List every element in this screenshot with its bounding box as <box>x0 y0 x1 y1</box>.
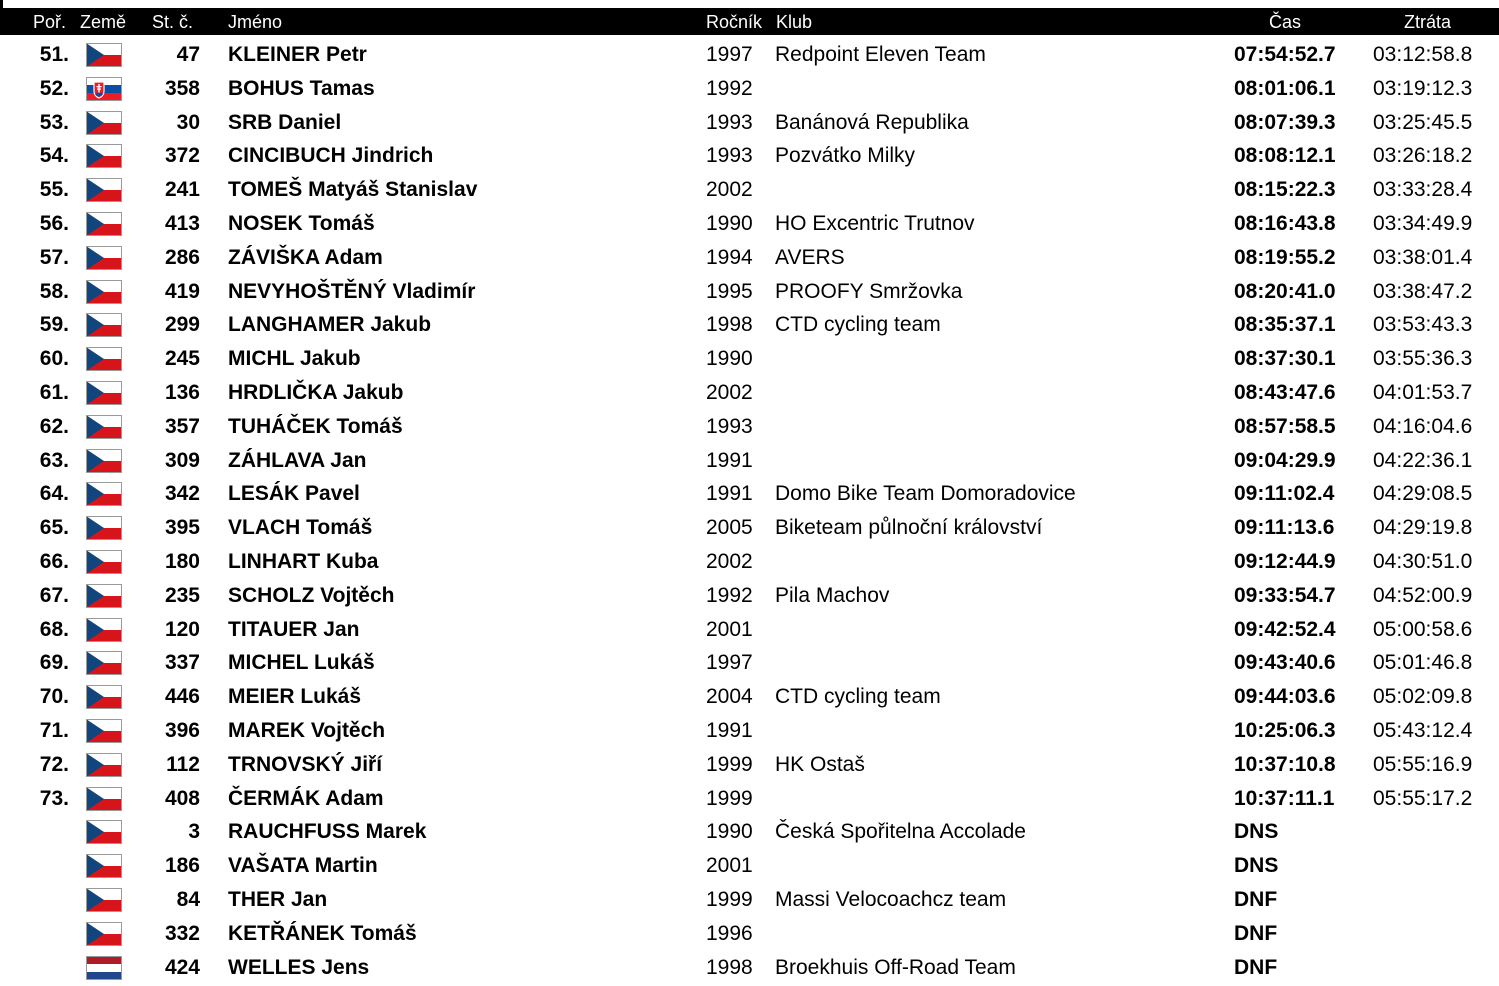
cz-flag-icon <box>86 144 122 168</box>
bib-cell: 413 <box>164 212 200 235</box>
rank-cell: 68. <box>39 617 69 641</box>
time-cell: DNS <box>1234 820 1279 844</box>
year-cell: 1997 <box>706 651 753 675</box>
table-row <box>0 680 1499 714</box>
bib-cell: 337 <box>164 651 200 675</box>
time-cell: 08:37:30.1 <box>1234 347 1336 371</box>
time-cell: 08:57:58.5 <box>1234 414 1336 438</box>
bib-cell: 358 <box>164 76 200 100</box>
rank-cell: 56. <box>39 212 69 235</box>
bib-cell: 408 <box>164 786 200 810</box>
rank-cell: 57. <box>39 245 69 269</box>
cz-flag-icon <box>86 347 122 371</box>
bib-cell: 136 <box>164 381 200 404</box>
time-cell: 08:07:39.3 <box>1234 110 1336 134</box>
club-cell: Pila Machov <box>775 583 890 607</box>
gap-cell: 04:16:04.6 <box>1373 414 1473 438</box>
header-name: Jméno <box>228 12 283 32</box>
rank-cell: 67. <box>39 583 69 607</box>
time-cell: DNS <box>1234 854 1279 878</box>
rank-cell: 69. <box>39 651 69 675</box>
name-cell: ZÁVIŠKA Adam <box>228 245 383 269</box>
gap-cell: 03:12:58.8 <box>1373 43 1473 66</box>
year-cell: 1998 <box>706 955 753 979</box>
year-cell: 1991 <box>706 448 753 472</box>
year-cell: 1990 <box>706 212 753 235</box>
bib-cell: 84 <box>176 888 200 911</box>
cz-flag-icon <box>86 550 122 574</box>
header-club: Klub <box>776 12 813 32</box>
year-cell: 1993 <box>706 110 753 134</box>
table-row <box>0 342 1499 376</box>
year-cell: 1992 <box>706 76 753 100</box>
bib-cell: 357 <box>164 414 200 438</box>
name-cell: RAUCHFUSS Marek <box>228 820 427 844</box>
cz-flag-icon <box>86 449 122 473</box>
year-cell: 1990 <box>706 820 753 844</box>
name-cell: VAŠATA Martin <box>228 854 378 878</box>
name-cell: NOSEK Tomáš <box>228 212 375 235</box>
gap-cell: 04:30:51.0 <box>1373 550 1473 573</box>
time-cell: 08:19:55.2 <box>1234 245 1336 269</box>
year-cell: 1999 <box>706 752 753 776</box>
bib-cell: 372 <box>164 144 200 168</box>
cz-flag-icon <box>86 854 122 878</box>
cz-flag-icon <box>86 415 122 439</box>
club-cell: Biketeam půlnoční království <box>775 516 1043 540</box>
bib-cell: 299 <box>164 313 200 337</box>
year-cell: 2004 <box>706 685 753 709</box>
bib-cell: 245 <box>164 347 200 371</box>
cz-flag-icon <box>86 787 122 811</box>
time-cell: 10:37:10.8 <box>1234 752 1336 776</box>
table-row <box>0 613 1499 647</box>
table-row <box>0 545 1499 579</box>
table-row <box>0 444 1499 478</box>
club-cell: HK Ostaš <box>775 752 865 776</box>
name-cell: KLEINER Petr <box>228 43 367 66</box>
year-cell: 1998 <box>706 313 753 337</box>
gap-cell: 05:02:09.8 <box>1373 685 1473 709</box>
time-cell: DNF <box>1234 921 1278 945</box>
gap-cell: 03:19:12.3 <box>1373 76 1473 100</box>
name-cell: TUHÁČEK Tomáš <box>228 414 403 438</box>
rank-cell: 65. <box>39 516 69 540</box>
name-cell: LESÁK Pavel <box>228 482 360 506</box>
gap-cell: 03:26:18.2 <box>1373 144 1473 168</box>
table-row <box>0 275 1499 309</box>
bib-cell: 286 <box>164 245 200 269</box>
year-cell: 1991 <box>706 719 753 742</box>
club-cell: PROOFY Smržovka <box>775 279 963 303</box>
rank-cell: 55. <box>39 178 69 202</box>
gap-cell: 03:53:43.3 <box>1373 313 1473 337</box>
cz-flag-icon <box>86 753 122 777</box>
table-header <box>0 8 1499 35</box>
year-cell: 2001 <box>706 617 753 641</box>
table-row <box>0 646 1499 680</box>
name-cell: LANGHAMER Jakub <box>228 313 432 337</box>
name-cell: BOHUS Tamas <box>228 76 375 100</box>
time-cell: 10:25:06.3 <box>1234 719 1336 742</box>
time-cell: DNF <box>1234 888 1278 911</box>
gap-cell: 04:29:08.5 <box>1373 482 1473 506</box>
club-cell: Massi Velocoachcz team <box>775 888 1007 911</box>
rank-cell: 64. <box>39 482 69 506</box>
table-row <box>0 72 1499 106</box>
year-cell: 1999 <box>706 786 753 810</box>
gap-cell: 03:38:47.2 <box>1373 279 1473 303</box>
club-cell: Broekhuis Off-Road Team <box>775 955 1016 979</box>
year-cell: 1999 <box>706 888 753 911</box>
name-cell: TRNOVSKÝ Jiří <box>228 752 383 776</box>
gap-cell: 03:25:45.5 <box>1373 110 1473 134</box>
header-year: Ročník <box>706 12 763 32</box>
cz-flag-icon <box>86 584 122 608</box>
year-cell: 1993 <box>706 144 753 168</box>
table-row <box>0 477 1499 511</box>
rank-cell: 73. <box>39 786 69 810</box>
time-cell: 09:11:02.4 <box>1234 482 1335 506</box>
name-cell: VLACH Tomáš <box>228 516 373 540</box>
name-cell: ZÁHLAVA Jan <box>228 448 367 472</box>
cz-flag-icon <box>86 651 122 675</box>
year-cell: 1991 <box>706 482 753 506</box>
header-time: Čas <box>1269 12 1302 32</box>
rank-cell: 72. <box>39 752 69 776</box>
table-row <box>0 917 1499 951</box>
bib-cell: 120 <box>164 617 200 641</box>
club-cell: Redpoint Eleven Team <box>775 43 986 66</box>
bib-cell: 419 <box>164 279 200 303</box>
rank-cell: 51. <box>39 43 69 66</box>
cut-off-title <box>10 0 72 6</box>
rank-cell: 71. <box>39 719 69 742</box>
nl-flag-icon <box>86 956 122 980</box>
name-cell: MAREK Vojtěch <box>228 719 386 742</box>
name-cell: SRB Daniel <box>228 110 342 134</box>
gap-cell: 05:55:16.9 <box>1373 752 1473 776</box>
club-cell: CTD cycling team <box>775 313 941 337</box>
bib-cell: 180 <box>164 550 200 573</box>
year-cell: 2002 <box>706 381 753 404</box>
cz-flag-icon <box>86 618 122 642</box>
table-row <box>0 815 1499 849</box>
year-cell: 2002 <box>706 178 753 202</box>
rank-cell: 54. <box>39 144 69 168</box>
name-cell: WELLES Jens <box>228 955 370 979</box>
bib-cell: 446 <box>164 685 200 709</box>
year-cell: 1995 <box>706 279 753 303</box>
rank-cell: 66. <box>39 550 69 573</box>
time-cell: 09:04:29.9 <box>1234 448 1336 472</box>
header-gap: Ztráta <box>1404 12 1452 32</box>
name-cell: ČERMÁK Adam <box>228 786 384 810</box>
cz-flag-icon <box>86 820 122 844</box>
time-cell: 08:20:41.0 <box>1234 279 1336 303</box>
time-cell: 07:54:52.7 <box>1234 43 1336 66</box>
cz-flag-icon <box>86 516 122 540</box>
name-cell: TOMEŠ Matyáš Stanislav <box>228 178 478 202</box>
year-cell: 1993 <box>706 414 753 438</box>
club-cell: CTD cycling team <box>775 685 941 709</box>
gap-cell: 04:52:00.9 <box>1373 583 1473 607</box>
name-cell: NEVYHOŠTĚNÝ Vladimír <box>228 279 476 303</box>
time-cell: 09:33:54.7 <box>1234 583 1336 607</box>
rank-cell: 61. <box>39 381 69 404</box>
table-row <box>0 376 1499 410</box>
cz-flag-icon <box>86 313 122 337</box>
table-row <box>0 241 1499 275</box>
gap-cell: 04:22:36.1 <box>1373 448 1473 472</box>
table-row <box>0 782 1499 816</box>
table-row <box>0 207 1499 241</box>
cz-flag-icon <box>86 111 122 135</box>
table-row <box>0 106 1499 140</box>
year-cell: 2001 <box>706 854 753 878</box>
time-cell: 08:35:37.1 <box>1234 313 1336 337</box>
cz-flag-icon <box>86 43 122 67</box>
gap-cell: 05:00:58.6 <box>1373 617 1473 641</box>
gap-cell: 05:55:17.2 <box>1373 786 1473 810</box>
name-cell: TITAUER Jan <box>228 617 360 641</box>
rank-cell: 59. <box>39 313 69 337</box>
name-cell: MICHEL Lukáš <box>228 651 375 675</box>
table-row <box>0 951 1499 985</box>
time-cell: 08:01:06.1 <box>1234 76 1336 100</box>
name-cell: HRDLIČKA Jakub <box>228 381 404 404</box>
gap-cell: 03:34:49.9 <box>1373 212 1473 235</box>
bib-cell: 235 <box>164 583 200 607</box>
table-row <box>0 139 1499 173</box>
time-cell: 10:37:11.1 <box>1234 786 1335 810</box>
cz-flag-icon <box>86 922 122 946</box>
rank-cell: 63. <box>39 448 69 472</box>
bib-cell: 112 <box>166 752 200 776</box>
year-cell: 1994 <box>706 245 753 269</box>
cz-flag-icon <box>86 719 122 743</box>
cz-flag-icon <box>86 178 122 202</box>
bib-cell: 47 <box>176 43 200 66</box>
bib-cell: 396 <box>164 719 200 742</box>
bib-cell: 395 <box>164 516 200 540</box>
time-cell: DNF <box>1234 955 1278 979</box>
gap-cell: 03:38:01.4 <box>1373 245 1473 269</box>
table-row <box>0 173 1499 207</box>
time-cell: 08:08:12.1 <box>1234 144 1336 168</box>
rank-cell: 70. <box>39 685 69 709</box>
time-cell: 08:15:22.3 <box>1234 178 1336 202</box>
time-cell: 09:43:40.6 <box>1234 651 1336 675</box>
time-cell: 09:11:13.6 <box>1234 516 1335 540</box>
name-cell: SCHOLZ Vojtěch <box>228 583 395 607</box>
rank-cell: 60. <box>39 347 69 371</box>
bib-cell: 186 <box>164 854 200 878</box>
bib-cell: 332 <box>164 921 200 945</box>
cz-flag-icon <box>86 888 122 912</box>
table-row <box>0 308 1499 342</box>
name-cell: MEIER Lukáš <box>228 685 362 709</box>
year-cell: 2005 <box>706 516 753 540</box>
club-cell: Banánová Republika <box>775 110 969 134</box>
cz-flag-icon <box>86 212 122 236</box>
cz-flag-icon <box>86 685 122 709</box>
club-cell: HO Excentric Trutnov <box>775 212 975 235</box>
cz-flag-icon <box>86 381 122 405</box>
gap-cell: 05:01:46.8 <box>1373 651 1473 675</box>
bib-cell: 424 <box>164 955 200 979</box>
gap-cell: 04:29:19.8 <box>1373 516 1473 540</box>
sk-flag-icon <box>86 77 122 101</box>
club-cell: Česká Spořitelna Accolade <box>775 820 1026 844</box>
table-row <box>0 714 1499 748</box>
time-cell: 09:42:52.4 <box>1234 617 1336 641</box>
table-row <box>0 511 1499 545</box>
time-cell: 09:44:03.6 <box>1234 685 1336 709</box>
gap-cell: 05:43:12.4 <box>1373 719 1473 742</box>
table-row <box>0 410 1499 444</box>
year-cell: 2002 <box>706 550 753 573</box>
table-row <box>0 579 1499 613</box>
club-cell: Pozvátko Milky <box>775 144 916 168</box>
rank-cell: 52. <box>39 76 69 100</box>
club-cell: AVERS <box>775 245 845 269</box>
header-country: Země <box>80 12 127 32</box>
time-cell: 08:43:47.6 <box>1234 381 1336 404</box>
gap-cell: 03:55:36.3 <box>1373 347 1473 371</box>
rank-cell: 62. <box>39 414 69 438</box>
club-cell: Domo Bike Team Domoradovice <box>775 482 1076 506</box>
table-row <box>0 849 1499 883</box>
time-cell: 09:12:44.9 <box>1234 550 1336 573</box>
bib-cell: 309 <box>164 448 200 472</box>
bib-cell: 30 <box>176 110 200 134</box>
rank-cell: 58. <box>39 279 69 303</box>
cz-flag-icon <box>86 246 122 270</box>
bib-cell: 342 <box>164 482 200 506</box>
table-row <box>0 748 1499 782</box>
table-row <box>0 38 1499 72</box>
name-cell: KETŘÁNEK Tomáš <box>228 921 417 945</box>
year-cell: 1996 <box>706 921 753 945</box>
bib-cell: 3 <box>188 820 200 844</box>
cz-flag-icon <box>86 280 122 304</box>
page-top-edge <box>0 0 1499 8</box>
year-cell: 1992 <box>706 583 753 607</box>
table-row <box>0 883 1499 917</box>
bib-cell: 241 <box>164 178 200 202</box>
name-cell: MICHL Jakub <box>228 347 361 371</box>
cz-flag-icon <box>86 482 122 506</box>
year-cell: 1990 <box>706 347 753 371</box>
gap-cell: 03:33:28.4 <box>1373 178 1473 202</box>
left-border <box>0 0 3 8</box>
rank-cell: 53. <box>39 110 69 134</box>
header-bib: St. č. <box>152 12 194 32</box>
name-cell: LINHART Kuba <box>228 550 379 573</box>
name-cell: THER Jan <box>228 888 328 911</box>
name-cell: CINCIBUCH Jindrich <box>228 144 434 168</box>
year-cell: 1997 <box>706 43 753 66</box>
header-rank: Poř. <box>33 12 67 32</box>
gap-cell: 04:01:53.7 <box>1373 381 1473 404</box>
time-cell: 08:16:43.8 <box>1234 212 1336 235</box>
